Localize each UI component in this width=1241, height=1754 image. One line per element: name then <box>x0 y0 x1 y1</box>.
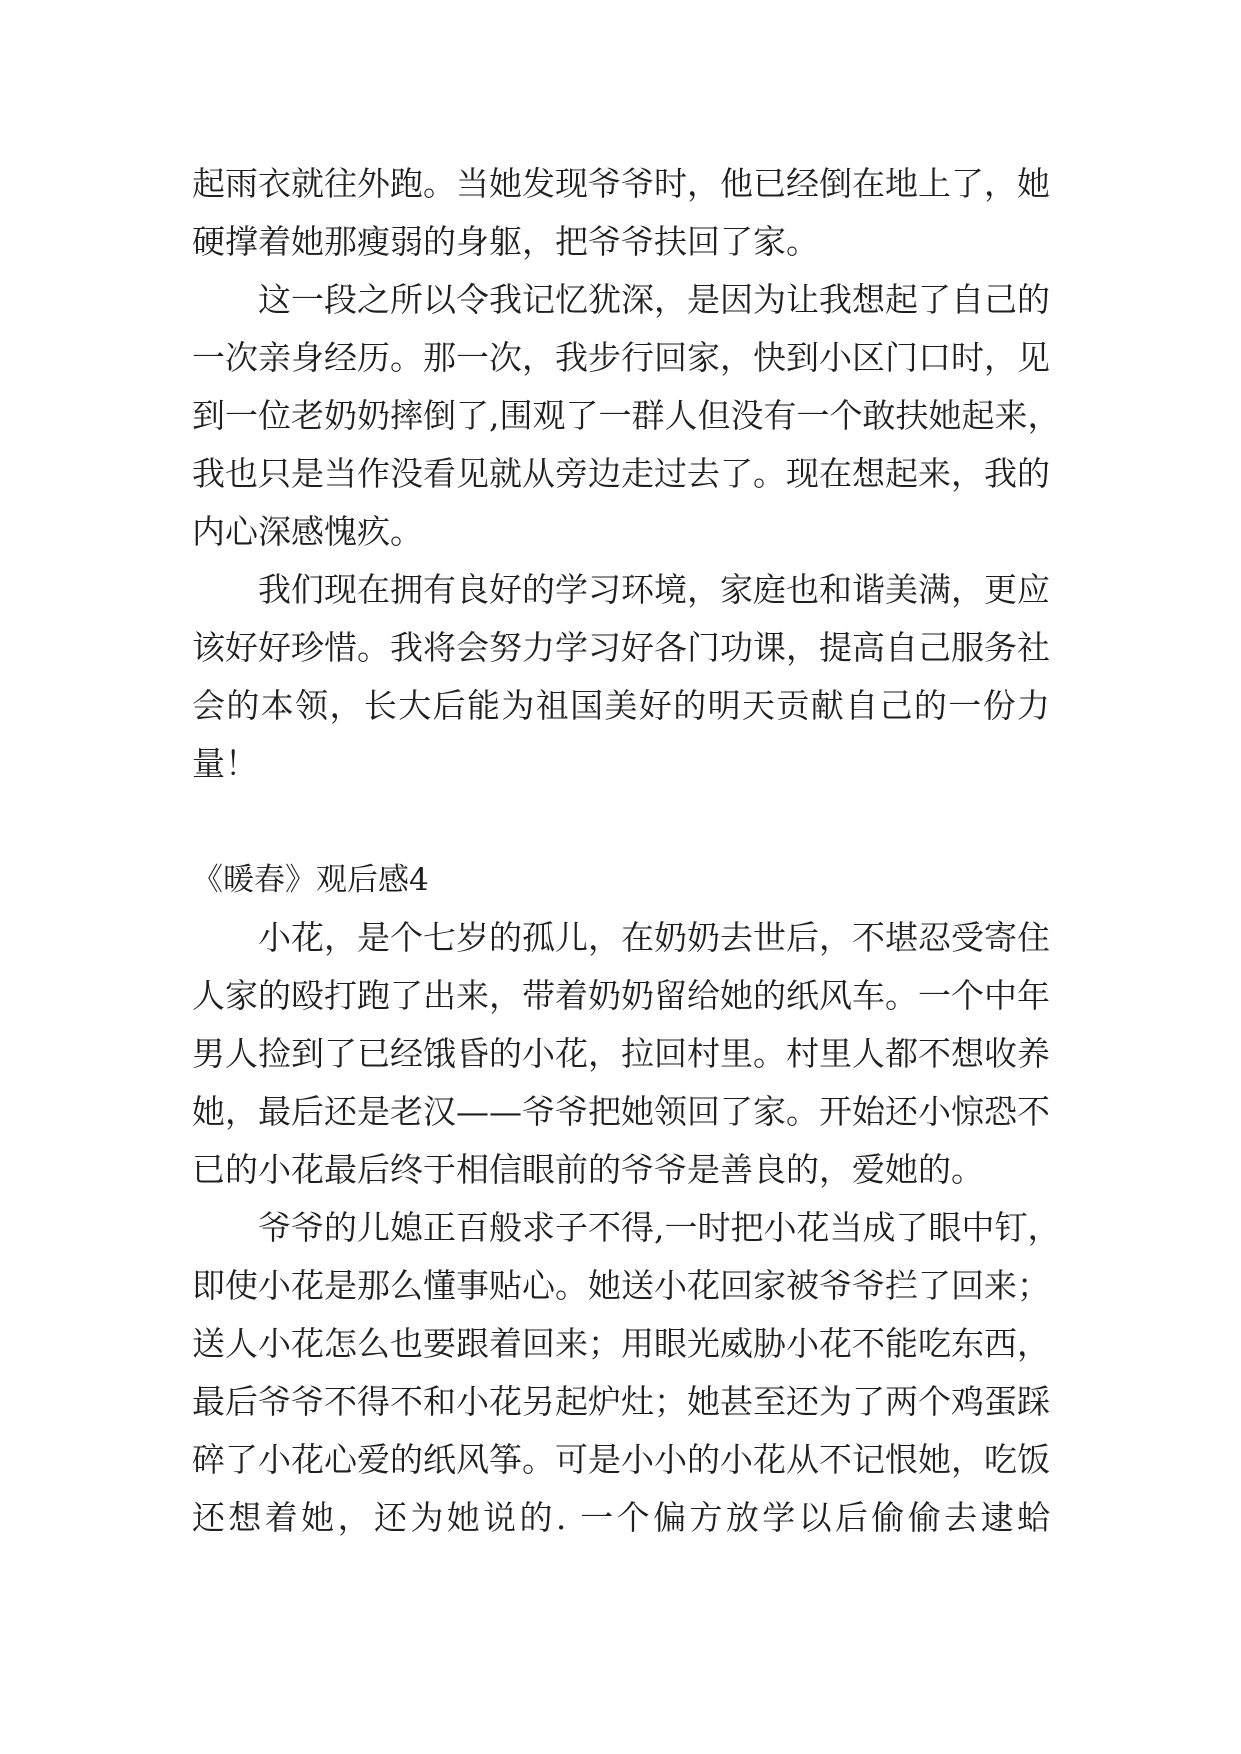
text-line: 我们现在拥有良好的学习环境，家庭也和谐美满，更应 <box>258 570 1050 609</box>
text-line: 我也只是当作没看见就从旁边走过去了。现在想起来，我的 <box>192 454 1050 493</box>
text-line: 人家的殴打跑了出来，带着奶奶留给她的纸风车。一个中年 <box>192 976 1050 1015</box>
text-line: 小花，是个七岁的孤儿，在奶奶去世后，不堪忍受寄住 <box>258 918 1050 957</box>
text-line: 起雨衣就往外跑。当她发现爷爷时，他已经倒在地上了，她 <box>192 164 1050 203</box>
text-line: 即使小花是那么懂事贴心。她送小花回家被爷爷拦了回来； <box>192 1266 1050 1305</box>
text-line: 硬撑着她那瘦弱的身躯，把爷爷扶回了家。 <box>192 222 819 261</box>
text-line: 已的小花最后终于相信眼前的爷爷是善良的，爱她的。 <box>192 1150 984 1189</box>
text-line: 爷爷的儿媳正百般求子不得,一时把小花当成了眼中钉， <box>258 1208 1061 1247</box>
text-line: 到一位老奶奶摔倒了,围观了一群人但没有一个敢扶她起来， <box>192 396 1061 435</box>
text-line: 量！ <box>192 744 258 783</box>
text-line: 这一段之所以令我记忆犹深，是因为让我想起了自己的 <box>258 280 1050 319</box>
text-line: 她，最后还是老汉——爷爷把她领回了家。开始还小惊恐不 <box>192 1092 1050 1131</box>
text-line: 最后爷爷不得不和小花另起炉灶；她甚至还为了两个鸡蛋踩 <box>192 1382 1050 1421</box>
text-line: 会的本领，长大后能为祖国美好的明天贡献自己的一份力 <box>192 686 1050 725</box>
text-line: 一次亲身经历。那一次，我步行回家，快到小区门口时，见 <box>192 338 1050 377</box>
text-line: 男人捡到了已经饿昏的小花，拉回村里。村里人都不想收养 <box>192 1034 1050 1073</box>
text-line: 送人小花怎么也要跟着回来；用眼光威胁小花不能吃东西， <box>192 1324 1050 1363</box>
text-line: 碎了小花心爱的纸风筝。可是小小的小花从不记恨她，吃饭 <box>192 1440 1050 1479</box>
text-line: 内心深感愧疚。 <box>192 512 423 551</box>
text-line: 该好好珍惜。我将会努力学习好各门功课，提高自己服务社 <box>192 628 1050 667</box>
text-line: 还想着她，还为她说的. 一个偏方放学以后偷偷去逮蛤 <box>192 1498 1050 1537</box>
section-heading: 《暖春》观后感4 <box>192 862 429 898</box>
